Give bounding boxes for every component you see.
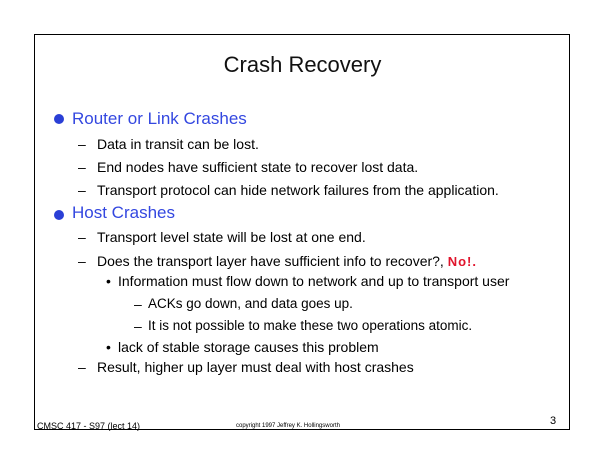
bullet-icon [54, 114, 64, 124]
section-heading-router: Router or Link Crashes [72, 109, 247, 128]
sub-sub-item: It is not possible to make these two operations atomic. [148, 318, 473, 333]
course-footer: CMSC 417 - S97 (lect 14) [37, 421, 141, 431]
dash-marker: – [78, 159, 86, 175]
page-number: 3 [550, 415, 557, 427]
slide-title: Crash Recovery [223, 52, 382, 77]
dash-marker: – [134, 318, 142, 334]
dash-marker: – [78, 182, 86, 198]
dash-marker: – [78, 136, 86, 152]
section-heading-host: Host Crashes [72, 203, 175, 222]
dash-marker: – [78, 229, 86, 245]
dot-marker: • [106, 273, 111, 289]
dash-marker: – [78, 253, 86, 269]
sub-item: Information must flow down to network and up to transport user [118, 273, 510, 289]
bullet-icon [54, 210, 64, 220]
list-item: Data in transit can be lost. [97, 136, 259, 152]
list-item: Transport protocol can hide network failures from the application. [97, 182, 499, 198]
list-item-text: Does the transport layer have sufficient info to recover?, [97, 253, 444, 269]
emphasis-no: No!. [447, 254, 477, 269]
sub-item: lack of stable storage causes this problem [118, 339, 379, 355]
list-item: Transport level state will be lost at one end. [97, 229, 366, 245]
dot-marker: • [106, 339, 111, 355]
dash-marker: – [134, 296, 142, 312]
list-item: Result, higher up layer must deal with host crashes [97, 359, 414, 375]
list-item [97, 254, 477, 268]
sub-sub-item: ACKs go down, and data goes up. [148, 296, 353, 311]
list-item: End nodes have sufficient state to recover lost data. [97, 159, 419, 175]
dash-marker: – [78, 359, 86, 375]
copyright-footer: copyright 1997 Jeffrey K. Hollingsworth [236, 423, 340, 429]
